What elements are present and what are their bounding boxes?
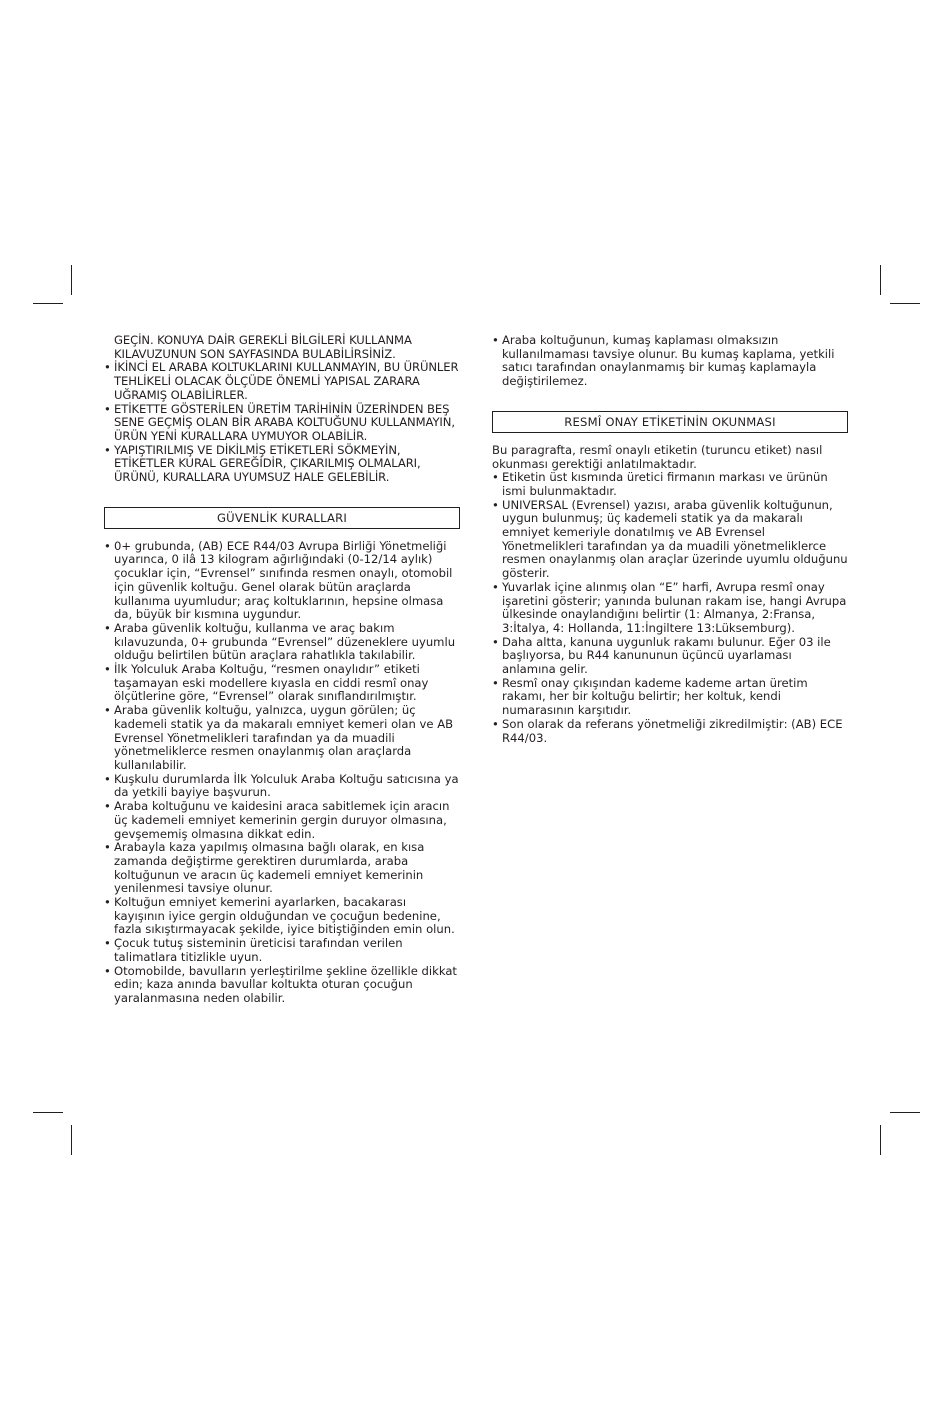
approval-item: • Etiketin üst kısmında üretici firmanın markası ve ürünün ismi bulunmaktadır.: [492, 471, 848, 498]
approval-intro: Bu paragrafta, resmî onaylı etiketin (turuncu etiket) nasıl okunması gerektiği anlatılmaktadır.: [492, 442, 823, 471]
rule-item: • Çocuk tutuş sisteminin üreticisi tarafından verilen talimatlara titizlikle uyun.: [104, 937, 460, 964]
warning-item: • İKİNCİ EL ARABA KOLTUKLARINI KULLANMAYIN, BU ÜRÜNLER TEHLİKELİ OLACAK ÖLÇÜDE ÖNEMLİ YAPISAL ZARARA UĞRAMIŞ OLABİLİRLER.: [104, 361, 460, 402]
approval-item: • Yuvarlak içine alınmış olan “E” harfi, Avrupa resmî onay işaretini gösterir; yanında bulunan rakam ise, hangi Avrupa ülkesinde onaylandığını belirtir (1: Almanya, 2:Fransa, 3:İtalya, 4: Hollanda, 11:İngiltere 13:Lüksemburg).: [492, 581, 848, 636]
rule-item: • 0+ grubunda, (AB) ECE R44/03 Avrupa Birliği Yönetmeliği uyarınca, 0 ilâ 13 kilogram ağırlığındaki (0-12/14 aylık) çocuklar için, “Evrensel” sınıfında resmen onaylı, otomobil için güvenlik koltuğu. Genel olarak bütün araçlarda kullanıma uyumludur; araç koltuklarının, hepsine olmasa da, büyük bir kısmına uygundur.: [104, 540, 460, 622]
approval-item: • Daha altta, kanuna uygunluk rakamı bulunur. Eğer 03 ile başlıyorsa, bu R44 kanununun üçüncü uyarlaması anlamına gelir.: [492, 636, 848, 677]
approval-item: • Resmî onay çıkışından kademe kademe artan üretim rakamı, her bir koltuğu belirtir; her koltuk, kendi numarasının karşıtıdır.: [492, 677, 848, 718]
rule-item: • İlk Yolculuk Araba Koltuğu, “resmen onaylıdır” etiketi taşamayan eski modellere kıyasla en ciddi resmî onay ölçütlerine göre, “Evrensel” olarak sınıflandırılmıştır.: [104, 663, 460, 704]
cover-notes-list: [492, 334, 848, 389]
crop-mark: [880, 1125, 881, 1155]
crop-mark: [880, 265, 881, 295]
rule-item: • Otomobilde, bavulların yerleştirilme şekline özellikle dikkat edin; kaza anında bavullar koltukta oturan çocuğun yaralanmasına neden olabilir.: [104, 965, 460, 1006]
safety-rules-list: [104, 540, 460, 1006]
cover-note-item: • Araba koltuğunun, kumaş kaplaması olmaksızın kullanılmaması tavsiye olunur. Bu kumaş kaplama, yetkili satıcı tarafından onaylanmamış bir kumaş kaplamayla değiştirilemez.: [492, 334, 848, 389]
rule-item: • Araba güvenlik koltuğu, kullanma ve araç bakım kılavuzunda, 0+ grubunda “Evrensel” düzeneklere uyumlu olduğu belirtilen bütün araçlara rahatlıkla takılabilir.: [104, 622, 460, 663]
crop-mark: [71, 265, 72, 295]
warning-item: • ETİKETTE GÖSTERİLEN ÜRETİM TARİHİNİN ÜZERİNDEN BEŞ SENE GEÇMİŞ OLAN BİR ARABA KOLTUĞUNU KULLANMAYIN, ÜRÜN YENİ KURALLARA UYMUYOR OLABİLİR.: [104, 403, 460, 444]
crop-mark: [33, 1112, 63, 1113]
left-column: [104, 334, 460, 1006]
rule-item: • Kuşkulu durumlarda İlk Yolculuk Araba Koltuğu satıcısına ya da yetkili bayiye başvurun.: [104, 773, 460, 800]
rule-item: • Araba güvenlik koltuğu, yalnızca, uygun görülen; üç kademeli statik ya da makaralı emniyet kemeri olan ve AB Evrensel Yönetmelikleri tarafından ya da muadili yönetmeliklerce resmen onaylanmış olan araçlarda kullanılabilir.: [104, 704, 460, 773]
approval-items-list: [492, 471, 848, 745]
approval-item: • Son olarak da referans yönetmeliği zikredilmiştir: (AB) ECE R44/03.: [492, 718, 848, 745]
approval-item: • UNIVERSAL (Evrensel) yazısı, araba güvenlik koltuğunun, uygun bulunmuş; üç kademeli statik ya da makaralı emniyet kemeriyle donatılmış ve AB Evrensel Yönetmelikleri tarafından ya da muadili yönetmeliklerce resmen onaylanmış olan araçlar üzerinde uyumlu olduğunu gösterir.: [492, 499, 848, 581]
rule-item: • Koltuğun emniyet kemerini ayarlarken, bacakarası kayışının iyice gergin olduğundan ve çocuğun bedenine, fazla sıkıştırmayacak şekilde, iyice bitiştiğinden emin olun.: [104, 896, 460, 937]
crop-mark: [71, 1125, 72, 1155]
warning-item: • YAPIŞTIRILMIŞ VE DİKİLMİŞ ETİKETLERİ SÖKMEYİN, ETİKETLER KURAL GEREĞİDİR, ÇIKARILMIŞ OLMALARI, ÜRÜNÜ, KURALLARA UYUMSUZ HALE GELEBİLİR.: [104, 444, 460, 485]
rule-item: • Araba koltuğunu ve kaidesini araca sabitlemek için aracın üç kademeli emniyet kemerinin gergin duruyor olmasına, gevşememiş olmasına dikkat edin.: [104, 800, 460, 841]
crop-mark: [33, 303, 63, 304]
warnings-list: [104, 361, 460, 484]
crop-mark: [890, 303, 920, 304]
section-title-safety-rules: GÜVENLİK KURALLARI: [104, 507, 460, 529]
rule-item: • Arabayla kaza yapılmış olmasına bağlı olarak, en kısa zamanda değiştirme gerektiren durumlarda, araba koltuğunun ve aracın üç kademeli emniyet kemerinin yenilenmesi tavsiye olunur.: [104, 841, 460, 896]
crop-mark: [890, 1112, 920, 1113]
right-column: [492, 334, 848, 745]
section-title-approval-label: RESMÎ ONAY ETİKETİNİN OKUNMASI: [492, 411, 848, 433]
warning-continuation: GEÇİN. KONUYA DAİR GEREKLİ BİLGİLERİ KULLANMA KILAVUZUNUN SON SAYFASINDA BULABİLİRSİNİZ.: [114, 333, 412, 361]
